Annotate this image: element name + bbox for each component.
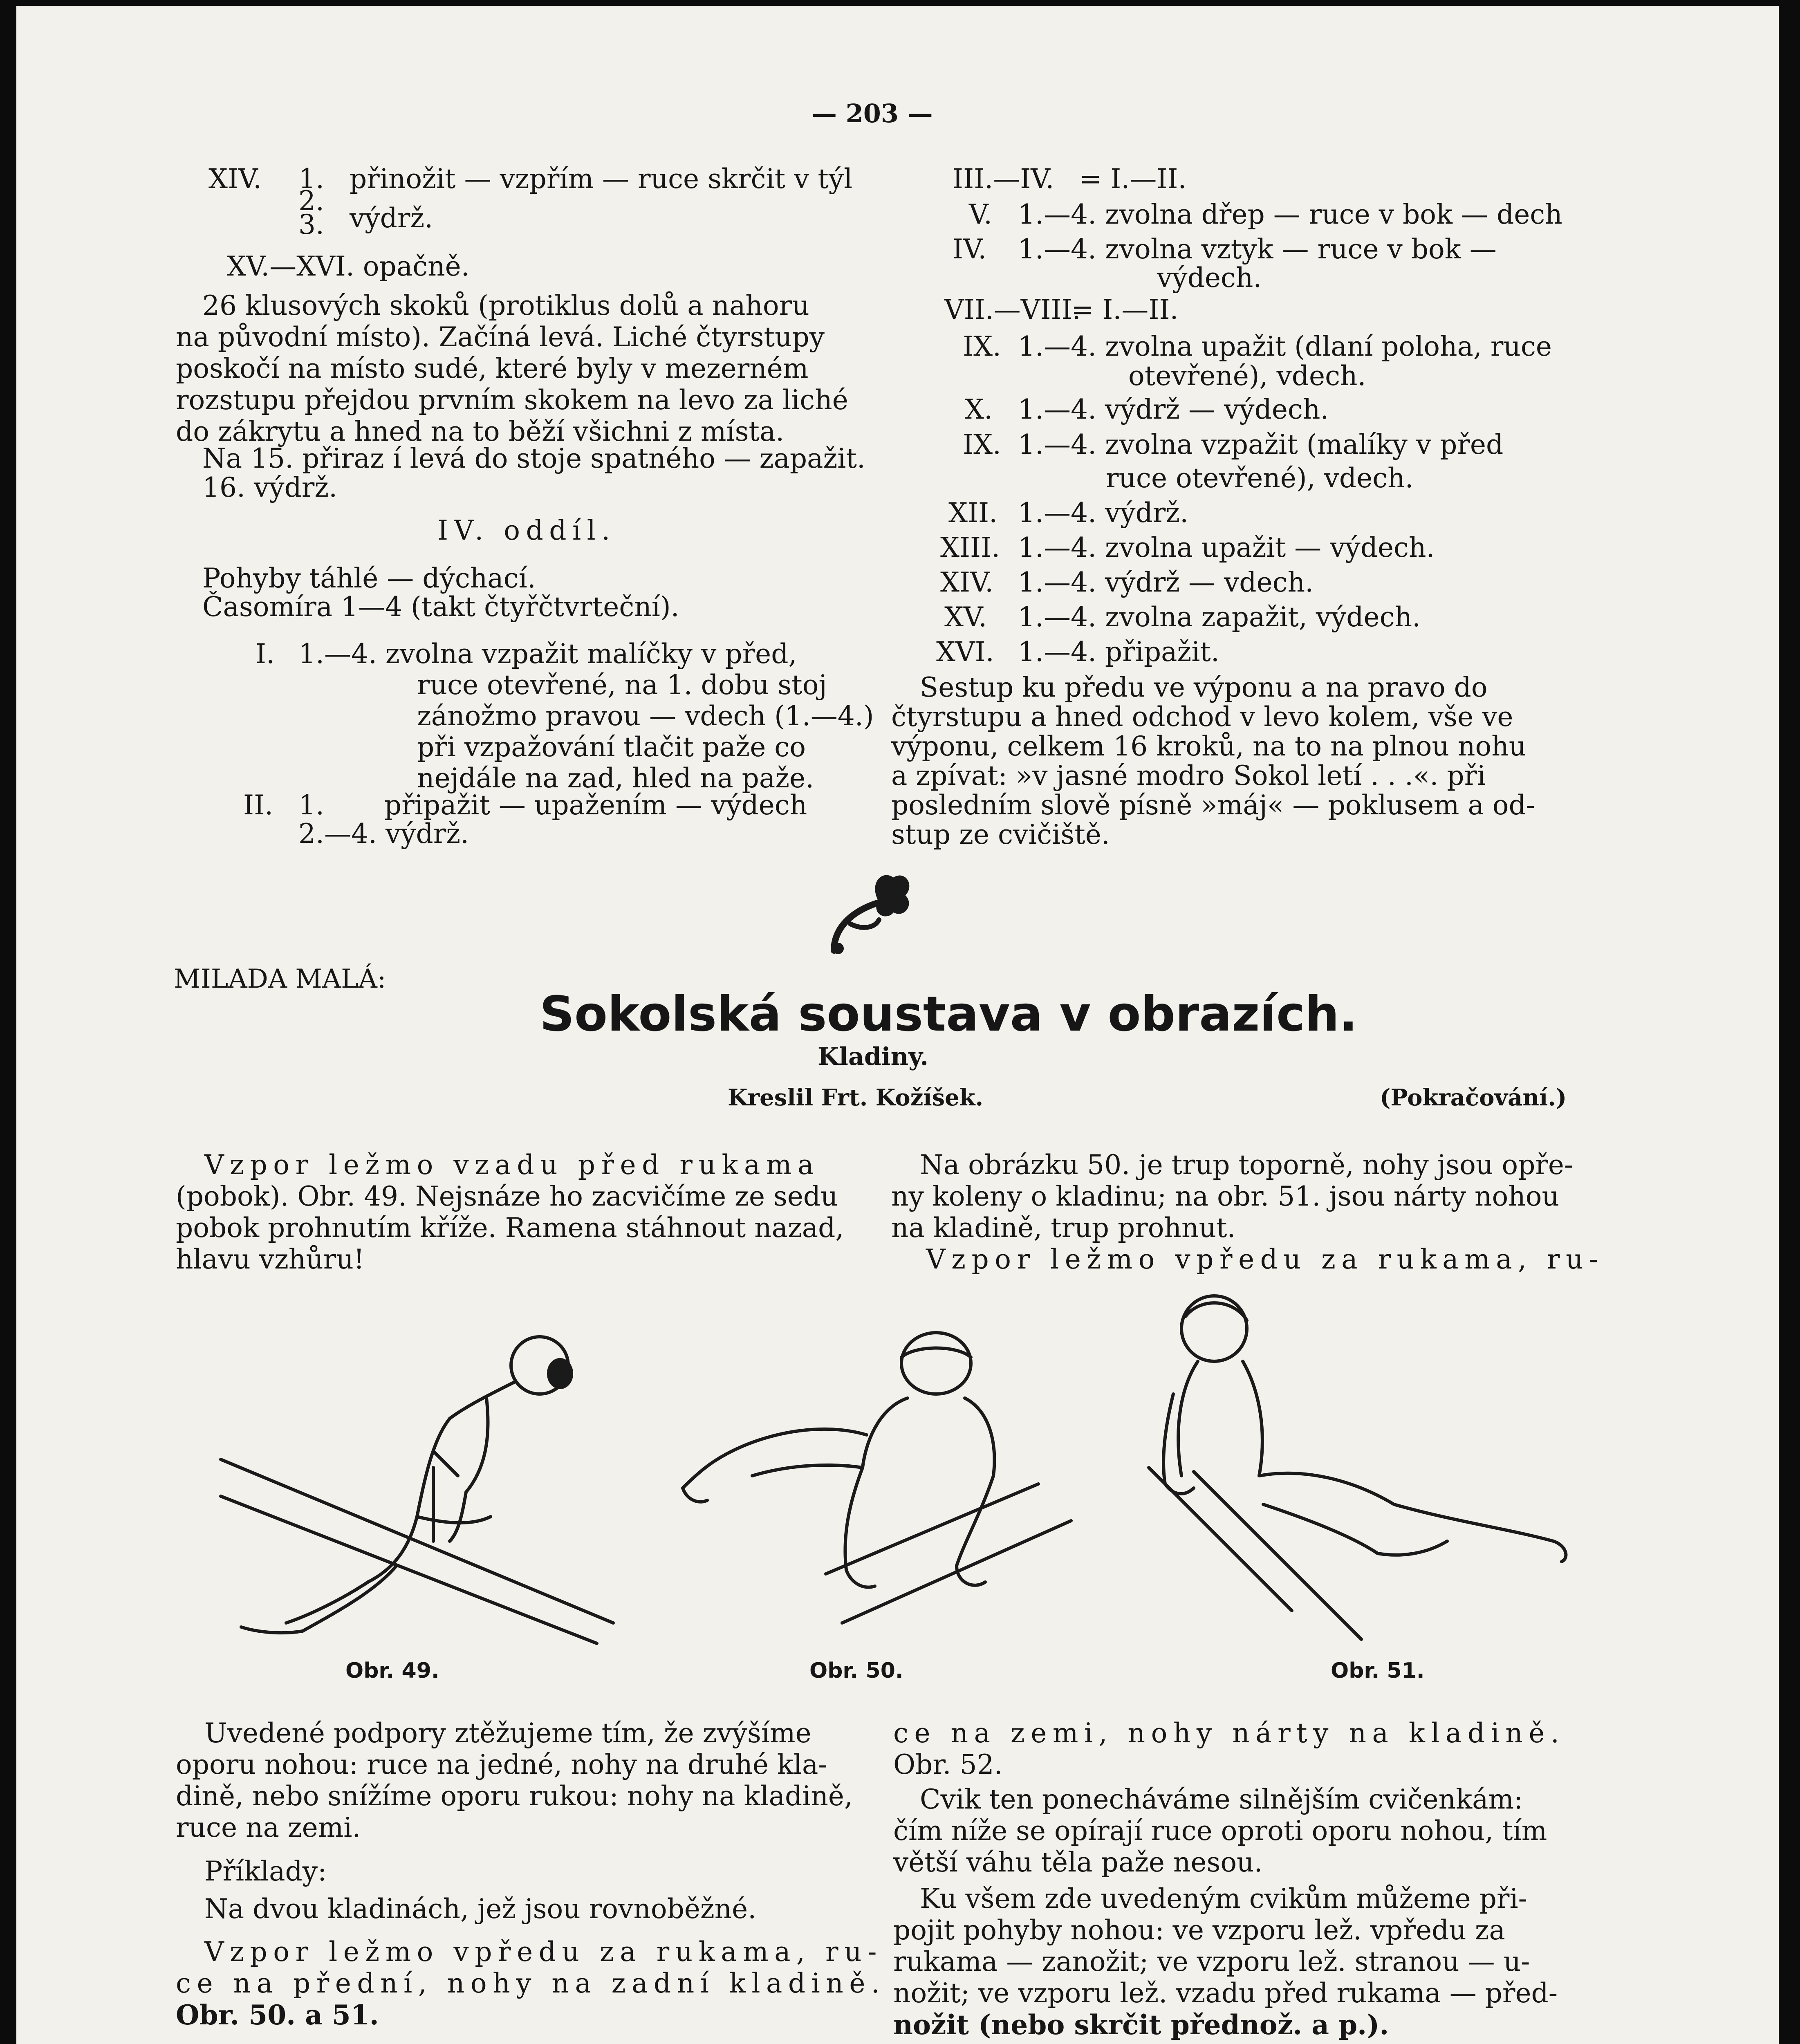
xiv-step-3: 3.: [298, 209, 324, 240]
xiv-number: XIV.: [208, 163, 262, 195]
para-line: do zákrytu a hned na to běží všichni z místa.: [176, 416, 785, 447]
xiv-step-1-text: přinožit — vzpřím — ruce skrčit v týl: [350, 163, 853, 195]
ku-vsem-line: rukama — zanožit; ve vzporu lež. stranou — u-: [893, 1946, 1530, 1977]
pohyby-line-2: Časomíra 1—4 (takt čtyřčtvrteční).: [202, 591, 679, 623]
i-line: nejdále na zad, hled na paže.: [417, 762, 814, 794]
na15-line-2: 16. výdrž.: [202, 472, 338, 503]
figure-50-caption: Obr. 50.: [809, 1659, 903, 1683]
left-line: hlavu vzhůru!: [176, 1244, 365, 1275]
left-heading: Vzpor ležmo vzadu před rukama: [204, 1149, 820, 1181]
row-text: 1.—4. zvolna vztyk — ruce v bok —: [1018, 233, 1497, 265]
ku-vsem-line: Ku všem zde uvedeným cvikům můžeme při-: [920, 1883, 1527, 1914]
para-line: 26 klusových skoků (protiklus dolů a nahoru: [202, 290, 809, 321]
row-num: X.: [965, 394, 993, 425]
ku-vsem-line: nožit; ve vzporu lež. vzadu před rukama — před-: [893, 1977, 1558, 2009]
row-num: XVI.: [936, 636, 994, 668]
cvik-line: čím níže se opírají ruce oproti oporu nohou, tím: [893, 1815, 1547, 1847]
page-number: — 203 —: [811, 99, 933, 128]
row-num: IV.: [953, 233, 987, 265]
para-line: poskočí na místo sudé, které byly v mezerném: [176, 353, 809, 384]
ku-vsem-last-line: nožit (nebo skrčit přednož. a p.).: [893, 2009, 1389, 2041]
bottom-left-line: dině, nebo snížíme oporu rukou: nohy na kladině,: [176, 1780, 853, 1812]
sestup-line: stup ze cvičiště.: [891, 819, 1110, 850]
sestup-line: výponu, celkem 16 kroků, na to na plnou nohu: [891, 731, 1527, 762]
row-text: 1.—4. zvolna vzpažit (malíky v před: [1018, 429, 1504, 460]
row-num: XIV.: [940, 567, 994, 598]
article-author: MILADA MALÁ:: [174, 964, 386, 994]
sestup-line: a zpívat: »v jasné modro Sokol letí . . .«. při: [891, 760, 1486, 791]
row-text: ruce otevřené), vdech.: [1106, 462, 1414, 494]
bottom-left-line: oporu nohou: ruce na jedné, nohy na druhé kla-: [176, 1749, 827, 1780]
sestup-line: Sestup ku předu ve výponu a na pravo do: [920, 672, 1488, 703]
xiv-step-2: 2.: [298, 185, 324, 217]
row-num: XV.: [944, 601, 987, 633]
row-text: 1.—4. zvolna zapažit, výdech.: [1018, 601, 1421, 633]
ii-number: II.: [243, 789, 273, 821]
row-text: = I.—II.: [1071, 294, 1179, 325]
figure-51-illustration: [1141, 1292, 1582, 1643]
xiv-step-1: 1.: [298, 163, 324, 195]
i-line: 1.—4. zvolna vzpažit malíčky v před,: [298, 638, 797, 670]
para-line: na původní místo). Začíná levá. Liché čtyrstupy: [176, 321, 825, 353]
bottom-right-line: ce na zemi, nohy nárty na kladině.: [893, 1717, 1565, 1749]
article-title: Sokolská soustava v obrazích.: [540, 986, 1358, 1042]
na15-line-1: Na 15. přiraz í levá do stoje spatného — zapažit.: [202, 443, 865, 474]
article-subtitle: Kladiny.: [818, 1042, 929, 1071]
row-num: XII.: [948, 497, 998, 529]
row-text: výdech.: [1157, 262, 1262, 294]
bottom-left-line: ruce na zemi.: [176, 1812, 361, 1843]
right-heading: Vzpor ležmo vpředu za rukama, ru-: [926, 1244, 1604, 1275]
row-text: 1.—4. zvolna upažit (dlaní poloha, ruce: [1018, 331, 1552, 362]
row-num: V.: [969, 199, 993, 230]
row-text: 1.—4. připažit.: [1018, 636, 1219, 668]
para-line: rozstupu přejdou prvním skokem na levo za liché: [176, 384, 848, 416]
bottom-left-line: Uvedené podpory ztěžujeme tím, že zvýšíme: [204, 1717, 811, 1749]
row-text: = I.—II.: [1079, 163, 1187, 195]
row-text: 1.—4. výdrž — vdech.: [1018, 567, 1314, 598]
row-num: IX.: [963, 331, 1002, 362]
i-line: při vzpažování tlačit paže co: [417, 731, 806, 763]
right-line: na kladině, trup prohnut.: [891, 1212, 1236, 1244]
bottom-right-line: Obr. 52.: [893, 1749, 1003, 1780]
floral-ornament-icon: [826, 863, 916, 957]
left-line: (pobok). Obr. 49. Nejsnáze ho zacvičíme ze sedu: [176, 1181, 838, 1212]
section-heading: IV. oddíl.: [437, 515, 616, 546]
ku-vsem-line: pojit pohyby nohou: ve vzporu lež. vpředu za: [893, 1914, 1505, 1946]
xiv-step-23-text: výdrž.: [350, 202, 433, 234]
row-text: 1.—4. zvolna upažit — výdech.: [1018, 532, 1435, 563]
figure-50-illustration: [670, 1329, 1079, 1639]
priklady-label: Příklady:: [204, 1856, 327, 1887]
left-line: pobok prohnutím kříže. Ramena stáhnout nazad,: [176, 1212, 844, 1244]
row-text: 1.—4. výdrž.: [1018, 497, 1189, 529]
ii-step-1: 1.: [298, 789, 324, 821]
sestup-line: čtyrstupu a hned odchod v levo kolem, vše ve: [891, 701, 1513, 733]
vzpor-line-2: ce na přední, nohy na zadní kladině.: [176, 1968, 886, 1999]
xv-xvi-line: XV.—XVI. opačně.: [227, 251, 470, 282]
obr-reference: Obr. 50. a 51.: [176, 1999, 379, 2031]
row-num: VII.—VIII.: [944, 294, 1081, 325]
pohyby-line-1: Pohyby táhlé — dýchací.: [202, 563, 536, 594]
i-line: zánožmo pravou — vdech (1.—4.): [417, 700, 874, 732]
row-text: 1.—4. výdrž — výdech.: [1018, 394, 1329, 425]
row-text: 1.—4. zvolna dřep — ruce v bok — dech: [1018, 199, 1562, 230]
na-dvou-line: Na dvou kladinách, jež jsou rovnoběžné.: [204, 1893, 757, 1925]
row-num: XIII.: [940, 532, 1000, 563]
ii-step-1-text: připažit — upažením — výdech: [384, 789, 807, 821]
cvik-line: Cvik ten ponecháváme silnějším cvičenkám:: [920, 1784, 1523, 1815]
right-line: Na obrázku 50. je trup toporně, nohy jsou opře-: [920, 1149, 1574, 1181]
right-line: ny koleny o kladinu; na obr. 51. jsou nárty nohou: [891, 1181, 1559, 1212]
row-text: otevřené), vdech.: [1128, 360, 1366, 392]
cvik-line: větší váhu těla paže nesou.: [893, 1847, 1263, 1878]
ii-step-2-4: 2.—4. výdrž.: [298, 818, 469, 849]
figure-49-illustration: [204, 1304, 654, 1643]
drawn-by: Kreslil Frt. Kožíšek.: [728, 1084, 984, 1111]
i-number: I.: [256, 638, 275, 670]
figure-49-caption: Obr. 49.: [345, 1659, 439, 1683]
vzpor-line-1: Vzpor ležmo vpředu za rukama, ru-: [204, 1936, 883, 1968]
row-num: IX.: [963, 429, 1002, 460]
i-line: ruce otevřené, na 1. dobu stoj: [417, 669, 827, 701]
sestup-line: posledním slově písně »máj« — poklusem a od-: [891, 789, 1535, 821]
figure-51-caption: Obr. 51.: [1331, 1659, 1425, 1683]
continued-note: (Pokračování.): [1380, 1084, 1567, 1111]
row-num: III.—IV.: [953, 163, 1054, 195]
